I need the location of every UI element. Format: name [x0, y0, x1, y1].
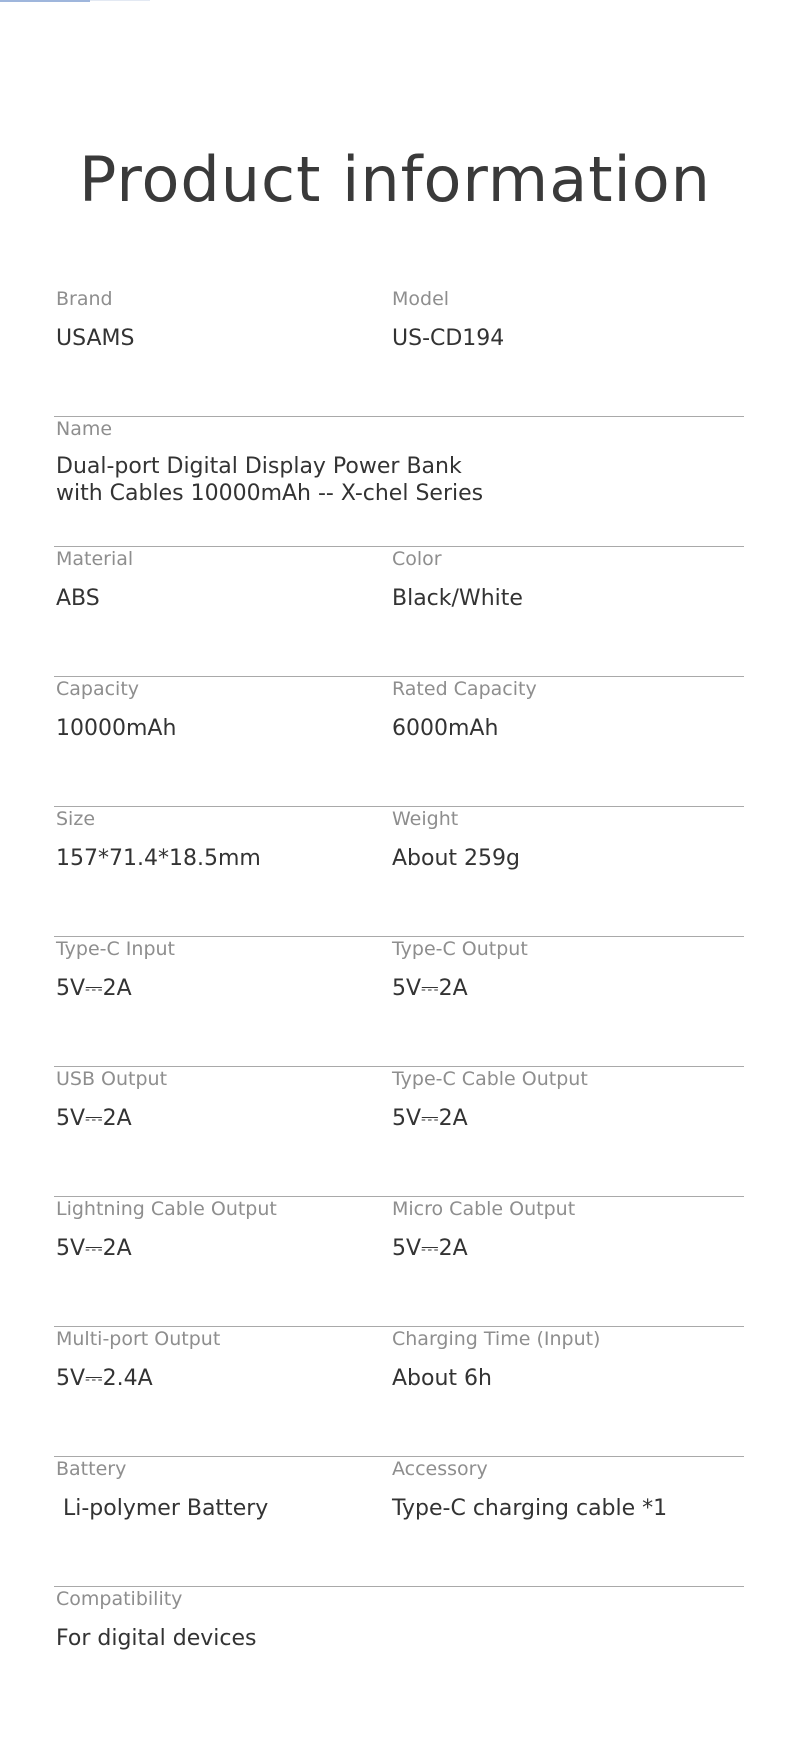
spec-label: Rated Capacity — [392, 678, 537, 700]
spec-value: 5V⎓2A — [392, 1106, 468, 1131]
spec-value: 10000mAh — [56, 716, 177, 741]
spec-cell-compatibility — [56, 1587, 736, 1717]
spec-cell-capacity — [56, 677, 386, 807]
spec-value: For digital devices — [56, 1626, 257, 1651]
spec-label: USB Output — [56, 1068, 168, 1090]
spec-cell-material — [56, 547, 386, 677]
spec-row-typec-io — [54, 937, 744, 1067]
spec-value: US-CD194 — [392, 326, 505, 351]
spec-cell-size — [56, 807, 386, 937]
spec-value: Li-polymer Battery — [56, 1496, 269, 1521]
spec-label: Brand — [56, 288, 113, 310]
spec-row-name — [54, 417, 744, 547]
spec-label: Type-C Cable Output — [392, 1068, 588, 1090]
spec-row-capacity — [54, 677, 744, 807]
spec-value: 5V⎓2A — [56, 1106, 132, 1131]
spec-cell-battery — [56, 1457, 386, 1587]
spec-row-material-color — [54, 547, 744, 677]
spec-value: Black/White — [392, 586, 523, 611]
spec-label: Lightning Cable Output — [56, 1198, 277, 1220]
spec-cell-charging-time — [392, 1327, 742, 1457]
spec-label: Micro Cable Output — [392, 1198, 576, 1220]
spec-cell-typec-output — [392, 937, 742, 1067]
spec-value: Dual-port Digital Display Power Bank with Cables 10000mAh -- X-chel Series — [56, 454, 484, 506]
spec-cell-color — [392, 547, 742, 677]
spec-row-usb-cable — [54, 1067, 744, 1197]
spec-value: 5V⎓2.4A — [56, 1366, 153, 1391]
spec-cell-usb-output — [56, 1067, 386, 1197]
spec-label: Capacity — [56, 678, 140, 700]
spec-cell-brand — [56, 287, 386, 417]
spec-cell-model — [392, 287, 742, 417]
spec-cell-micro-cable-output — [392, 1197, 742, 1327]
spec-cell-typec-input — [56, 937, 386, 1067]
spec-label: Size — [56, 808, 96, 830]
spec-label: Charging Time (Input) — [392, 1328, 601, 1350]
spec-value: About 6h — [392, 1366, 492, 1391]
spec-row-lightning-micro — [54, 1197, 744, 1327]
top-accent-line — [0, 0, 90, 2]
top-accent-fade — [90, 0, 150, 1]
spec-cell-multiport-output — [56, 1327, 386, 1457]
page-title: Product information — [79, 143, 711, 216]
spec-row-multiport-charging — [54, 1327, 744, 1457]
spec-value: About 259g — [392, 846, 520, 871]
spec-label: Compatibility — [56, 1588, 183, 1610]
spec-label: Material — [56, 548, 134, 570]
spec-label: Type-C Output — [392, 938, 528, 960]
spec-label: Accessory — [392, 1458, 488, 1480]
spec-row-compatibility — [54, 1587, 744, 1717]
spec-row-size-weight — [54, 807, 744, 937]
spec-label: Name — [56, 418, 113, 440]
spec-cell-name — [56, 417, 736, 547]
spec-label: Color — [392, 548, 442, 570]
spec-value: USAMS — [56, 326, 135, 351]
spec-row-brand-model — [54, 287, 744, 417]
spec-cell-accessory — [392, 1457, 742, 1587]
spec-value: 5V⎓2A — [392, 1236, 468, 1261]
spec-cell-lightning-cable-output — [56, 1197, 386, 1327]
spec-value: 5V⎓2A — [56, 1236, 132, 1261]
spec-value: 6000mAh — [392, 716, 499, 741]
spec-value: 157*71.4*18.5mm — [56, 846, 261, 871]
spec-label: Battery — [56, 1458, 127, 1480]
spec-label: Weight — [392, 808, 459, 830]
spec-value: 5V⎓2A — [392, 976, 468, 1001]
spec-value: 5V⎓2A — [56, 976, 132, 1001]
spec-cell-rated-capacity — [392, 677, 742, 807]
spec-row-battery-accessory — [54, 1457, 744, 1587]
spec-label: Model — [392, 288, 450, 310]
spec-label: Multi-port Output — [56, 1328, 221, 1350]
spec-cell-typec-cable-output — [392, 1067, 742, 1197]
spec-label: Type-C Input — [56, 938, 176, 960]
spec-value: ABS — [56, 586, 100, 611]
spec-cell-weight — [392, 807, 742, 937]
spec-value: Type-C charging cable *1 — [392, 1496, 668, 1521]
